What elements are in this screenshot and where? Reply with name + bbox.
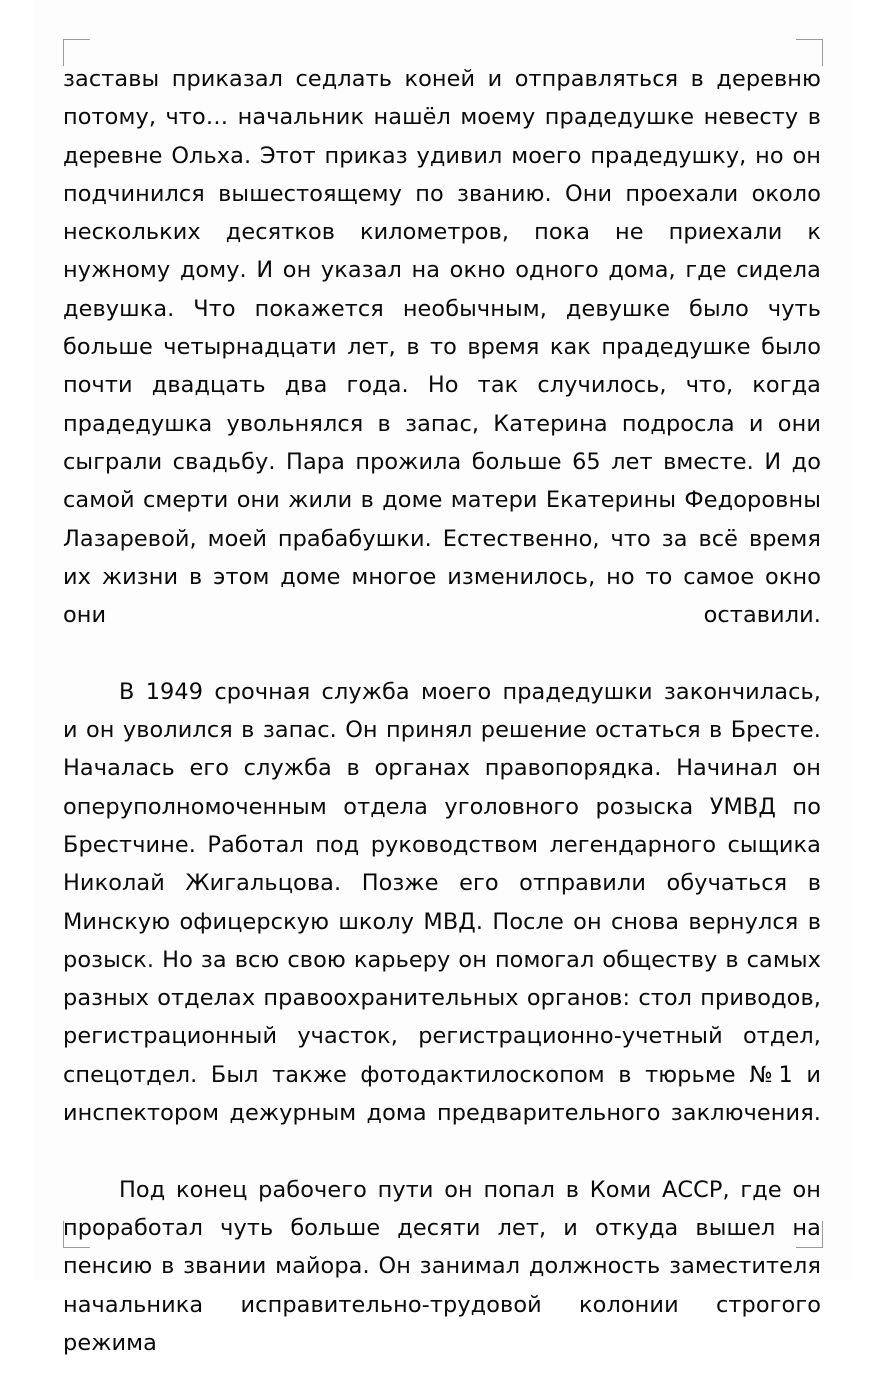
text-column: [63, 60, 821, 1400]
crop-mark-top-right-icon: [796, 39, 823, 66]
crop-mark-top-left-icon: [63, 39, 90, 66]
paragraph-1: заставы приказал седлать коней и отправляться в деревню потому, что… начальник нашёл моему прадедушке невесту в деревне Ольха. Этот приказ удивил моего прадедушку, но он подчинился вышестоящему по званию. Они проехали около нескольких десятков километров, пока не приехали к нужному дому. И он указал на окно одного дома, где сидела девушка. Что покажется необычным, девушке было чуть больше четырнадцати лет, в то время как прадедушке было почти двадцать два года. Но так случилось, что, когда прадедушка увольнялся в запас, Катерина подросла и они сыграли свадьбу. Пара прожила больше 65 лет вместе. И до самой смерти они жили в доме матери Екатерины Федоровны Лазаревой, моей прабабушки. Естественно, что за всё время их жизни в этом доме многое изменилось, но то самое окно они оставили.: [63, 66, 821, 629]
paragraph-3: Под конец рабочего пути он попал в Коми АССР, где он проработал чуть больше десяти лет, и откуда вышел на пенсию в звании майора. Он занимал должность заместителя начальника исправительно-трудовой колонии строгого режима: [63, 1176, 821, 1356]
paragraph-2: В 1949 срочная служба моего прадедушки закончилась, и он уволился в запас. Он принял решение остаться в Бресте. Началась его служба в органах правопорядка. Начинал он оперуполномоченным отдела уголовного розыска УМВД по Брестчине. Работал под руководством легендарного сыщика Николай Жигальцова. Позже его отправили обучаться в Минскую офицерскую школу МВД. После он снова вернулся в розыск. Но за всю свою карьеру он помогал обществу в самых разных отделах правоохранительных органов: стол приводов, регистрационный участок, регистрационно-учетный отдел, спецотдел. Был также фотодактилоскопом в тюрьме №1 и инспектором дежурным дома предварительного заключения.: [63, 678, 821, 1127]
crop-mark-bottom-left-icon: [63, 1221, 90, 1248]
crop-mark-bottom-right-icon: [796, 1221, 823, 1248]
